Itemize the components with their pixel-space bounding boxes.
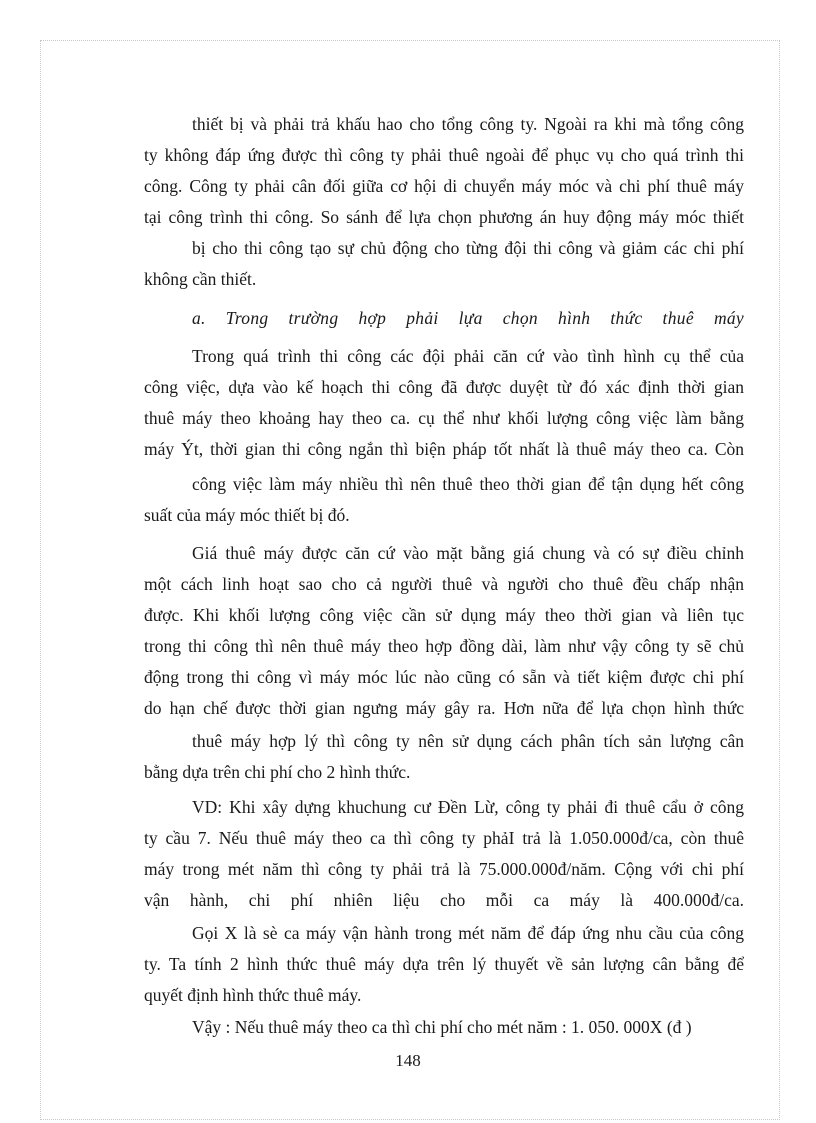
text-line: VD: Khi xây dựng khuchung cư Đền Lừ, công ty phải đi thuê cẩu ở công <box>192 797 744 817</box>
text-line: do hạn chế được thời gian ngưng máy gây ra. Hơn nữa để lựa chọn hình thức <box>144 698 744 718</box>
text-line: tại công trình thi công. So sánh để lựa chọn phương án huy động máy móc thiết <box>144 207 744 227</box>
text-line: bằng dựa trên chi phí cho 2 hình thức. <box>144 762 411 782</box>
text-line: được. Khi khối lượng công việc cần sử dụng máy theo thời gian và liên tục <box>144 605 744 625</box>
text-line: động trong thi công vì máy móc lúc nào cũng có sẵn và tiết kiệm được chi phí <box>144 667 744 687</box>
text-line: ty. Ta tính 2 hình thức thuê máy dựa trên lý thuyết về sản lượng cân bằng để <box>144 954 744 974</box>
heading-text: a. Trong trường hợp phải lựa chọn hình thức thuê máy <box>192 308 744 328</box>
paragraph-continuation <box>144 109 744 233</box>
text-line: công việc làm máy nhiều thì nên thuê theo thời gian để tận dụng hết công <box>192 474 744 494</box>
text-line: Trong quá trình thi công các đội phải căn cứ vào tình hình cụ thể của <box>192 346 744 366</box>
text-line: một cách linh hoạt sao cho cả người thuê và người cho thuê đều chấp nhận <box>144 574 744 594</box>
paragraph <box>144 918 744 1011</box>
text-line: Gọi X là sè ca máy vận hành trong mét năm để đáp ứng nhu cầu của công <box>192 923 744 943</box>
text-line: công. Công ty phải cân đối giữa cơ hội di chuyển máy móc và chi phí thuê máy <box>144 176 744 196</box>
paragraph <box>144 469 744 531</box>
text-line: Vậy : Nếu thuê máy theo ca thì chi phí cho mét năm : 1. 050. 000X (đ ) <box>192 1017 692 1037</box>
paragraph <box>144 233 744 295</box>
text-line: máy trong mét năm thì công ty phải trả là 75.000.000đ/năm. Cộng với chi phí <box>144 859 744 879</box>
text-line: không cần thiết. <box>144 269 257 289</box>
text-line: máy Ýt, thời gian thi công ngắn thì biện pháp tốt nhất là thuê máy theo ca. Còn <box>144 439 744 459</box>
paragraph <box>144 726 744 788</box>
text-line: quyết định hình thức thuê máy. <box>144 985 362 1005</box>
text-line: vận hành, chi phí nhiên liệu cho mỗi ca máy là 400.000đ/ca. <box>144 890 744 910</box>
text-line: ty cầu 7. Nếu thuê máy theo ca thì công ty phảI trả là 1.050.000đ/ca, còn thuê <box>144 828 744 848</box>
text-line: trong thi công thì nên thuê máy theo hợp đồng dài, làm như vậy công ty sẽ chủ <box>144 636 744 656</box>
section-heading <box>144 303 744 334</box>
text-line: ty không đáp ứng được thì công ty phải thuê ngoài để phục vụ cho quá trình thi <box>144 145 744 165</box>
paragraph <box>144 538 744 724</box>
text-line: công việc, dựa vào kế hoạch thi công đã được duyệt từ đó xác định thời gian <box>144 377 744 397</box>
text-line: thuê máy hợp lý thì công ty nên sử dụng cách phân tích sản lượng cân <box>192 731 744 751</box>
paragraph-formula <box>144 1012 744 1043</box>
text-line: suất của máy móc thiết bị đó. <box>144 505 350 525</box>
paragraph-example <box>144 792 744 916</box>
paragraph <box>144 341 744 465</box>
text-line: bị cho thi công tạo sự chủ động cho từng đội thi công và giảm các chi phí <box>192 238 744 258</box>
text-line: thiết bị và phải trả khấu hao cho tổng công ty. Ngoài ra khi mà tổng công <box>192 114 744 134</box>
text-line: Giá thuê máy được căn cứ vào mặt bằng giá chung và có sự điều chỉnh <box>192 543 744 563</box>
page-number: 148 <box>395 1051 421 1070</box>
text-line: thuê máy theo khoảng hay theo ca. cụ thể như khối lượng công việc làm bằng <box>144 408 744 428</box>
